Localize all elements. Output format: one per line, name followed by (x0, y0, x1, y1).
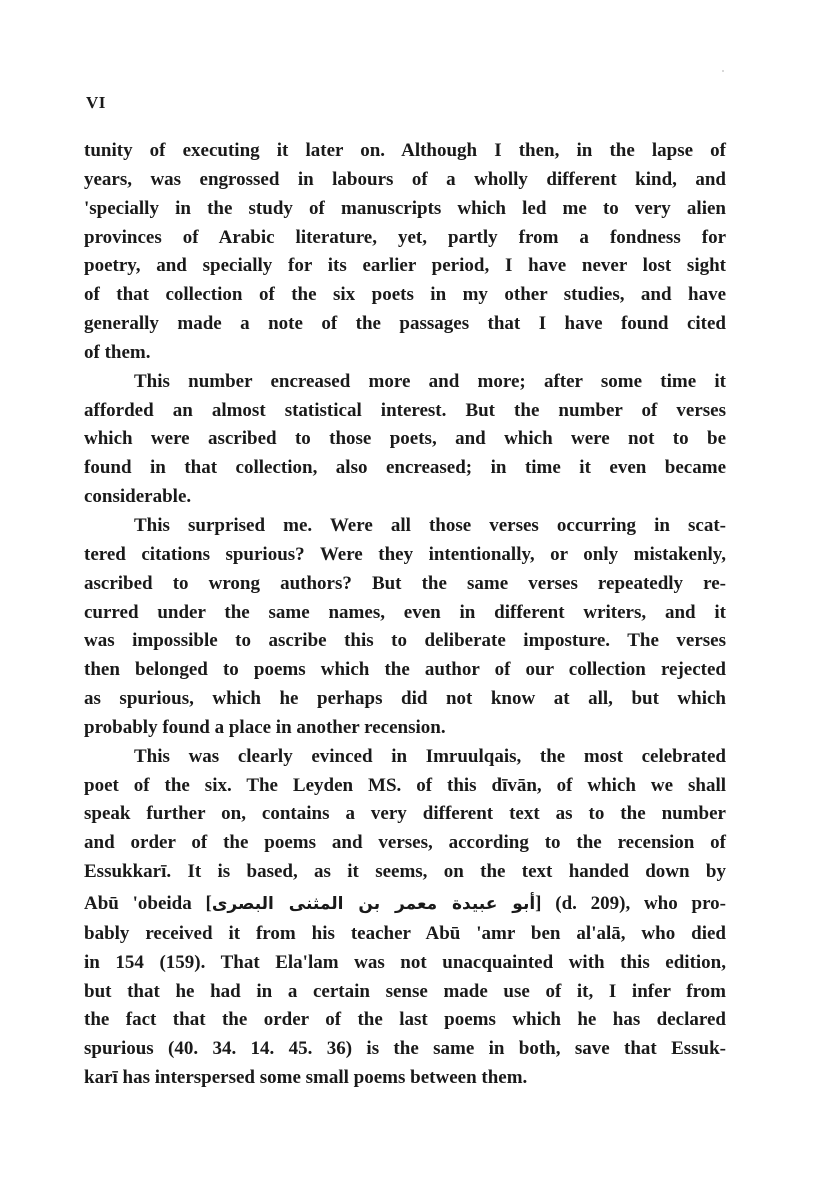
line-text-before: Abū 'obeida [ (84, 892, 212, 914)
text-line: considerable. (84, 486, 192, 508)
text-line: in 154 (159). That Ela'lam was not unacquainted with this edition, (84, 951, 726, 973)
text-line: probably found a place in another recension. (84, 716, 446, 738)
text-line: This number encreased more and more; after some time it (134, 370, 726, 392)
page-number: VI (86, 93, 106, 112)
text-line: tered citations spurious? Were they intentionally, or only mistakenly, (84, 543, 726, 565)
text-line: was impossible to ascribe this to deliberate imposture. The verses (84, 630, 726, 652)
text-line: This was clearly evinced in Imruulqais, the most celebrated (134, 745, 726, 767)
line-text-after: ] (d. 209), who pro- (535, 892, 726, 914)
text-line: karī has interspersed some small poems between them. (84, 1067, 528, 1089)
text-line: bably received it from his teacher Abū 'amr ben al'alā, who died (84, 922, 726, 944)
text-line: the fact that the order of the last poems which he has declared (84, 1009, 726, 1031)
text-line: of that collection of the six poets in my other studies, and have (84, 284, 726, 306)
arabic-name: أبو عبيدة معمر بن المثنى البصرى (211, 893, 536, 914)
text-line: then belonged to poems which the author of our collection rejected (84, 659, 726, 681)
text-line: curred under the same names, even in different writers, and it (84, 601, 726, 623)
text-line: poetry, and specially for its earlier period, I have never lost sight (84, 255, 726, 277)
text-line: tunity of executing it later on. Although I then, in the lapse of (84, 140, 726, 161)
text-line: found in that collection, also encreased; in time it even became (84, 457, 726, 479)
text-line: but that he had in a certain sense made use of it, I infer from (84, 980, 726, 1002)
text-line: and order of the poems and verses, according to the recension of (84, 832, 726, 854)
text-line: of them. (84, 341, 151, 363)
text-line: speak further on, contains a very different text as to the number (84, 803, 726, 825)
text-line: provinces of Arabic literature, yet, partly from a fondness for (84, 226, 726, 248)
text-line: 'specially in the study of manuscripts which led me to very alien (84, 197, 726, 219)
text-line: generally made a note of the passages that I have found cited (84, 313, 726, 335)
body-text (84, 137, 726, 1093)
text-line: ascribed to wrong authors? But the same verses repeatedly re- (84, 572, 726, 594)
text-line: afforded an almost statistical interest. But the number of verses (84, 399, 726, 421)
text-line (84, 887, 726, 920)
text-line: spurious (40. 34. 14. 45. 36) is the same in both, save that Essuk- (84, 1038, 726, 1060)
text-line: This surprised me. Were all those verses occurring in scat- (134, 514, 726, 536)
text-line: poet of the six. The Leyden MS. of this dīvān, of which we shall (84, 774, 726, 796)
corner-speck (722, 70, 724, 72)
text-line: as spurious, which he perhaps did not know at all, but which (84, 688, 726, 710)
text-line: years, was engrossed in labours of a wholly different kind, and (84, 168, 726, 190)
text-line: which were ascribed to those poets, and which were not to be (84, 428, 726, 450)
text-line: Essukkarī. It is based, as it seems, on the text handed down by (84, 861, 726, 883)
